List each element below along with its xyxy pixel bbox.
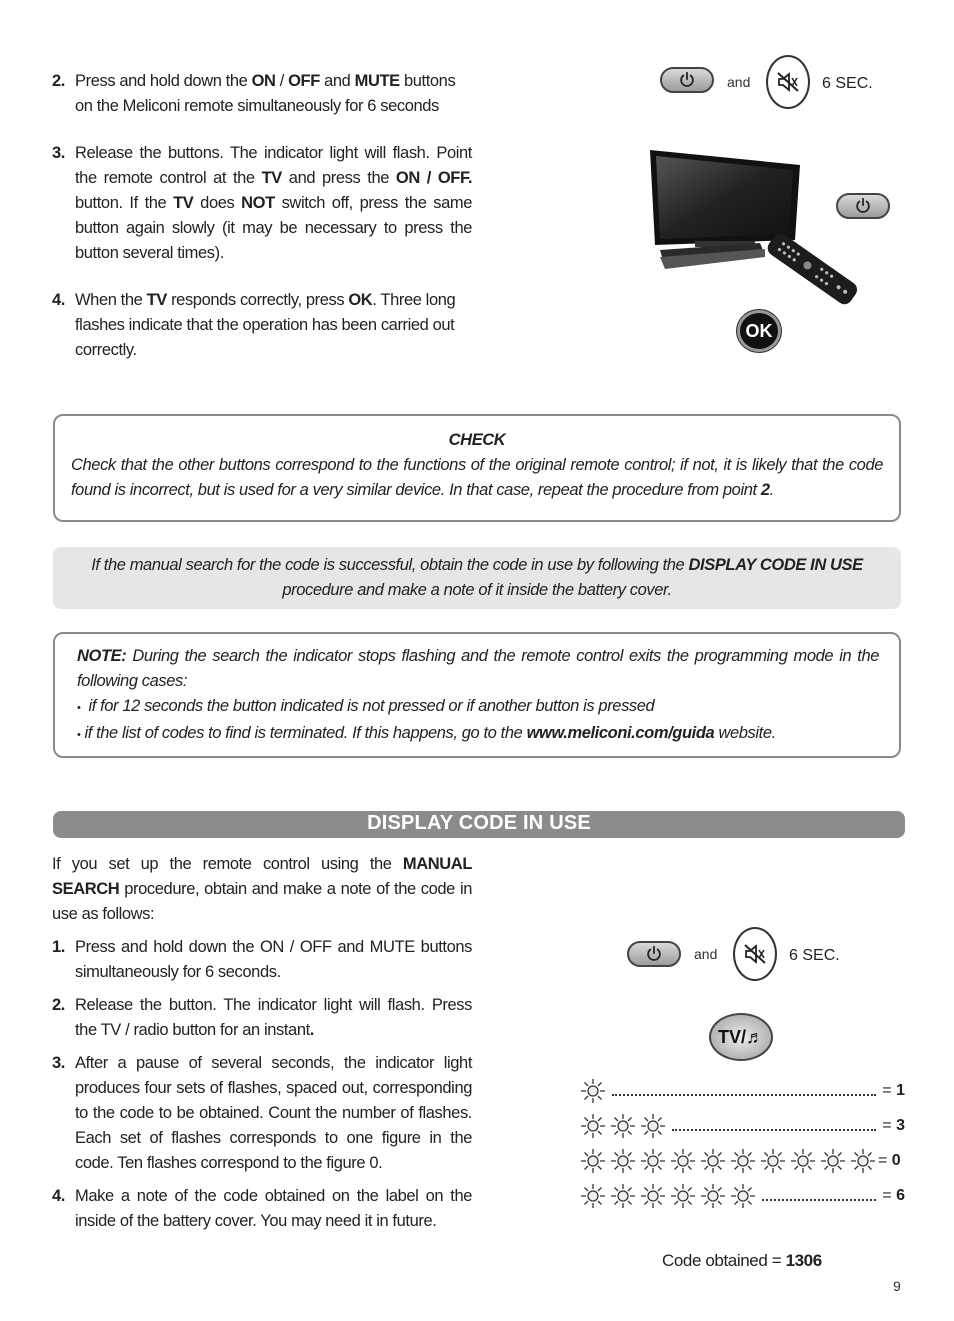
top-steps: [52, 69, 472, 363]
mute-icon: [775, 69, 801, 95]
flash-light-icon: [638, 1148, 668, 1174]
flash-light-icon: [608, 1113, 638, 1139]
ok-button-illustration: [737, 310, 781, 352]
power-button-illustration: [836, 193, 890, 219]
step-3: 3. Release the buttons. The indicator light will flash. Point the remote control at the TV and press the ON / OFF. button. If the TV does NOT switch off, press the same button again slowly (it may be necessary to press the button several times).: [52, 141, 472, 266]
flash-light-icon: [698, 1148, 728, 1174]
flash-light-icon: [728, 1183, 758, 1209]
note-bullet-2: • if the list of codes to find is terminated. If this happens, go to the www.meliconi.com/guida website.: [77, 724, 776, 742]
check-title: CHECK: [448, 431, 506, 449]
flash-light-icon: [578, 1078, 608, 1104]
flash-row: [578, 1183, 905, 1209]
flash-digit: = 3: [882, 1117, 905, 1134]
page-number: 9: [893, 1278, 901, 1294]
code-obtained: Code obtained = 1306: [662, 1251, 822, 1270]
flash-light-icon: [578, 1148, 608, 1174]
flash-light-icon: [638, 1113, 668, 1139]
dotted-leader: [612, 1086, 876, 1096]
section-step-1: 1. Press and hold down the ON / OFF and MUTE buttons simultaneously for 6 seconds.: [52, 938, 472, 981]
flash-row: [578, 1113, 905, 1139]
flash-light-icon: [698, 1183, 728, 1209]
section-intro: If you set up the remote control using the MANUAL SEARCH procedure, obtain and make a note of the code in use as follows:: [52, 855, 472, 923]
flash-row: [578, 1078, 905, 1104]
flash-row: [578, 1148, 905, 1174]
power-icon: [645, 945, 663, 963]
step-4: 4. When the TV responds correctly, press OK. Three long flashes indicate that the operation has been carried out correctly.: [52, 288, 472, 363]
flash-light-icon: [578, 1113, 608, 1139]
mute-button-illustration: [733, 927, 777, 981]
meliconi-link[interactable]: www.meliconi.com/guida: [526, 724, 715, 742]
flash-digit: = 6: [882, 1187, 905, 1204]
flash-light-icon: [788, 1148, 818, 1174]
flash-light-icon: [668, 1148, 698, 1174]
flash-light-icon: [758, 1148, 788, 1174]
flash-digit: = 1: [882, 1082, 905, 1099]
mute-icon: [742, 941, 768, 967]
step-2: 2. Press and hold down the ON / OFF and MUTE buttons on the Meliconi remote simultaneously for 6 seconds: [52, 69, 472, 119]
flash-light-icon: [728, 1148, 758, 1174]
six-seconds-label: 6 SEC.: [789, 947, 840, 964]
mute-button-illustration: [766, 55, 810, 109]
flash-light-icon: [668, 1183, 698, 1209]
dotted-leader: [762, 1191, 876, 1201]
dotted-leader: [672, 1121, 876, 1131]
section-step-3: 3. After a pause of several seconds, the indicator light produces four sets of flashes, spaced out, corresponding to the code to be obtained. Count the number of flashes. Each set of flashes corresponds to one figure in the code. Ten flashes correspond to the figure 0.: [52, 1054, 472, 1172]
and-label: and: [694, 946, 718, 962]
info-banner: If the manual search for the code is successful, obtain the code in use by following the DISPLAY CODE IN USE procedure and make a note of it inside the battery cover.: [53, 547, 901, 609]
flash-light-icon: [638, 1183, 668, 1209]
flash-light-icon: [608, 1183, 638, 1209]
section-title: DISPLAY CODE IN USE: [367, 812, 591, 834]
section-step-2: 2. Release the button. The indicator light will flash. Press the TV / radio button for an instant.: [52, 996, 472, 1039]
step-number: 3.: [52, 144, 65, 162]
six-seconds-label: 6 SEC.: [822, 75, 873, 92]
note-box: [53, 632, 901, 758]
tv-radio-button-illustration: [709, 1013, 773, 1061]
section-steps: [52, 852, 472, 1234]
note-bullet-1: • if for 12 seconds the button indicated is not pressed or if another button is pressed: [77, 697, 655, 715]
flash-light-icon: [848, 1148, 878, 1174]
flash-light-icon: [818, 1148, 848, 1174]
and-label: and: [727, 74, 751, 90]
flash-light-icon: [608, 1148, 638, 1174]
flash-light-icon: [578, 1183, 608, 1209]
remote-illustration: [762, 228, 867, 313]
tv-radio-label: TV/♬: [717, 1026, 764, 1047]
section-header: [53, 811, 905, 838]
step-number: 4.: [52, 291, 65, 309]
note-text: NOTE: During the search the indicator stops flashing and the remote control exits the programming mode in the following cases:: [77, 647, 879, 690]
power-button-illustration: [660, 67, 714, 93]
section-step-4: 4. Make a note of the code obtained on the label on the inside of the battery cover. You may need it in future.: [52, 1187, 472, 1230]
check-text: Check that the other buttons correspond to the functions of the original remote control; if not, it is likely that the code found is incorrect, but is used for a very similar device. In that case, repeat the procedure from point 2.: [71, 456, 883, 499]
check-box: [53, 414, 901, 522]
power-icon: [678, 71, 696, 89]
power-button-illustration: [627, 941, 681, 967]
note-label: NOTE:: [77, 647, 127, 665]
step-number: 2.: [52, 72, 65, 90]
code-value: 1306: [785, 1251, 822, 1270]
flash-digit: = 0: [878, 1152, 901, 1169]
power-icon: [854, 197, 872, 215]
ok-label: OK: [745, 320, 773, 341]
